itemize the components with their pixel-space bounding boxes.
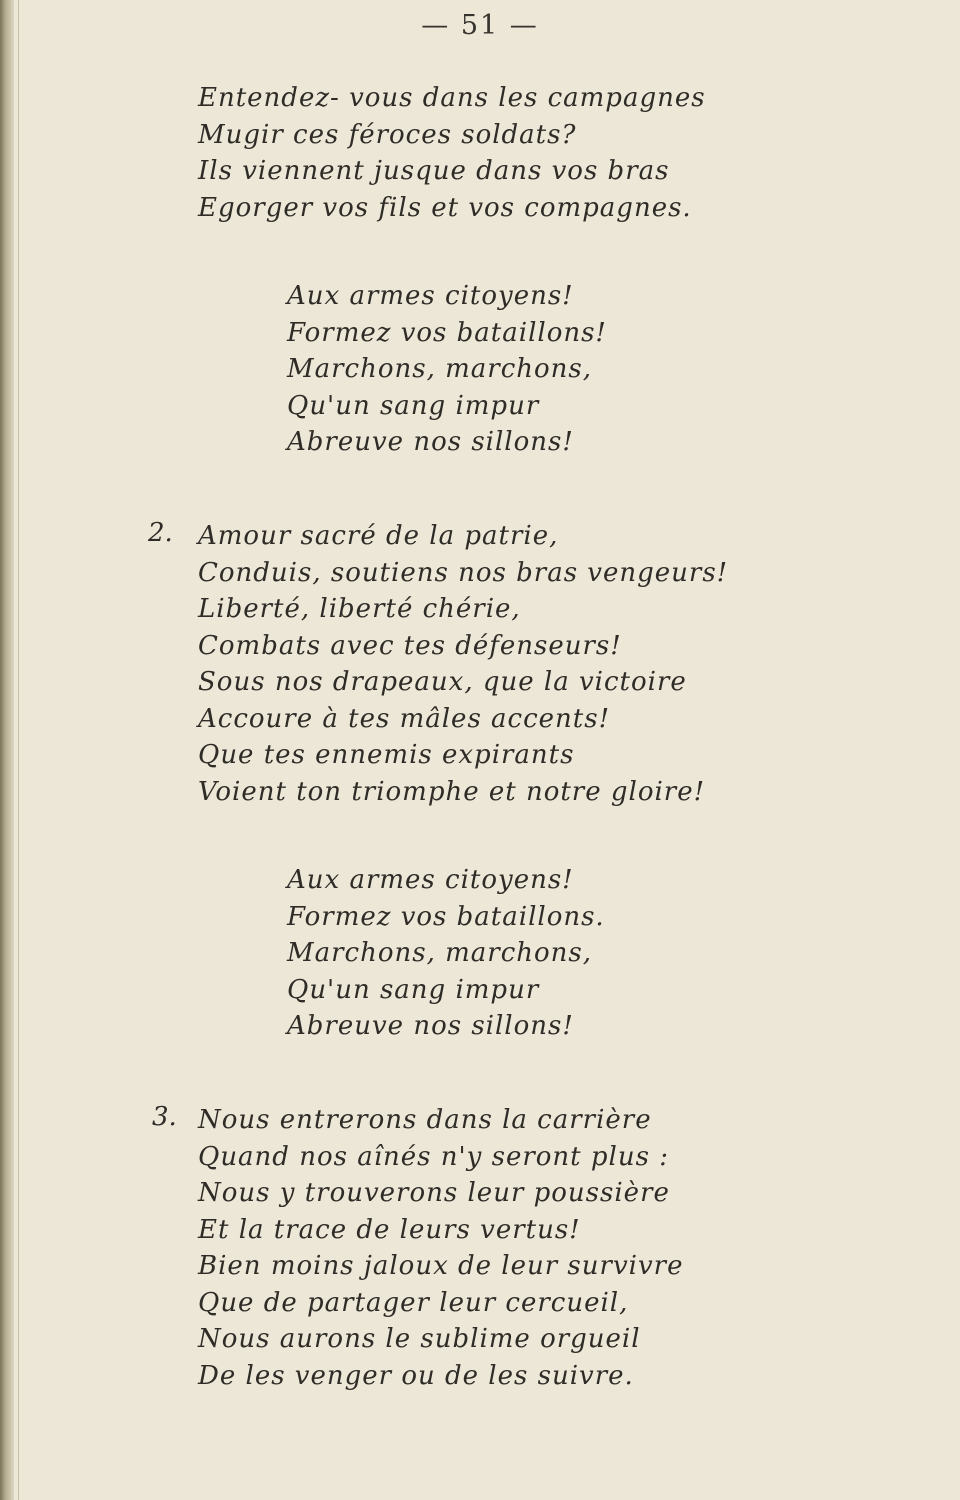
verse-line: Nous aurons le sublime orgueil [198, 1324, 641, 1354]
verse-line: Que de partager leur cercueil, [198, 1287, 629, 1318]
refrain-line: Abreuve nos sillons! [287, 427, 574, 457]
verse-line: Que tes ennemis expirants [198, 740, 575, 770]
stanza-1-ending [198, 80, 706, 226]
verse-line: Mugir ces féroces soldats? [198, 119, 577, 150]
verse-line: Nous y trouverons leur poussière [198, 1178, 670, 1208]
verse-line: Egorger vos fils et vos compagnes. [198, 192, 692, 223]
refrain-line: Marchons, marchons, [287, 938, 593, 968]
page-binding-edge [0, 0, 14, 1500]
refrain-line: Marchons, marchons, [287, 354, 593, 384]
stanza-2 [198, 518, 728, 810]
refrain-line: Qu'un sang impur [287, 974, 540, 1005]
verse-line: Combats avec tes défenseurs! [198, 630, 622, 661]
page-number: — 51 — [421, 10, 539, 41]
refrain-line: Aux armes citoyens! [287, 865, 574, 895]
stanza-2-number: 2. [148, 518, 173, 548]
stanza-3-number: 3. [152, 1102, 177, 1132]
verse-line: Accoure à tes mâles accents! [198, 703, 611, 734]
verse-line: Entendez- vous dans les campagnes [198, 83, 706, 113]
refrain-2 [287, 862, 605, 1045]
verse-line: Conduis, soutiens nos bras vengeurs! [198, 557, 729, 588]
verse-line: Amour sacré de la patrie, [198, 521, 559, 551]
refrain-line: Formez vos bataillons. [287, 901, 605, 932]
refrain-line: Formez vos bataillons! [287, 317, 607, 348]
verse-line: Nous entrerons dans la carrière [198, 1105, 652, 1135]
verse-line: Bien moins jaloux de leur survivre [198, 1251, 684, 1281]
verse-line: Quand nos aînés n'y seront plus : [198, 1141, 669, 1172]
refrain-line: Qu'un sang impur [287, 390, 540, 421]
refrain-line: Abreuve nos sillons! [287, 1011, 574, 1041]
verse-line: Ils viennent jusque dans vos bras [198, 156, 670, 186]
verse-line: Voient ton triomphe et notre gloire! [198, 776, 706, 807]
refrain-line: Aux armes citoyens! [287, 281, 574, 311]
verse-line: De les venger ou de les suivre. [198, 1360, 634, 1391]
stanza-3 [198, 1102, 683, 1394]
verse-line: Liberté, liberté chérie, [198, 594, 521, 624]
verse-line: Sous nos drapeaux, que la victoire [198, 667, 687, 697]
verse-line: Et la trace de leurs vertus! [198, 1214, 581, 1245]
refrain-1 [287, 278, 607, 461]
page-binding-line [18, 0, 19, 1500]
